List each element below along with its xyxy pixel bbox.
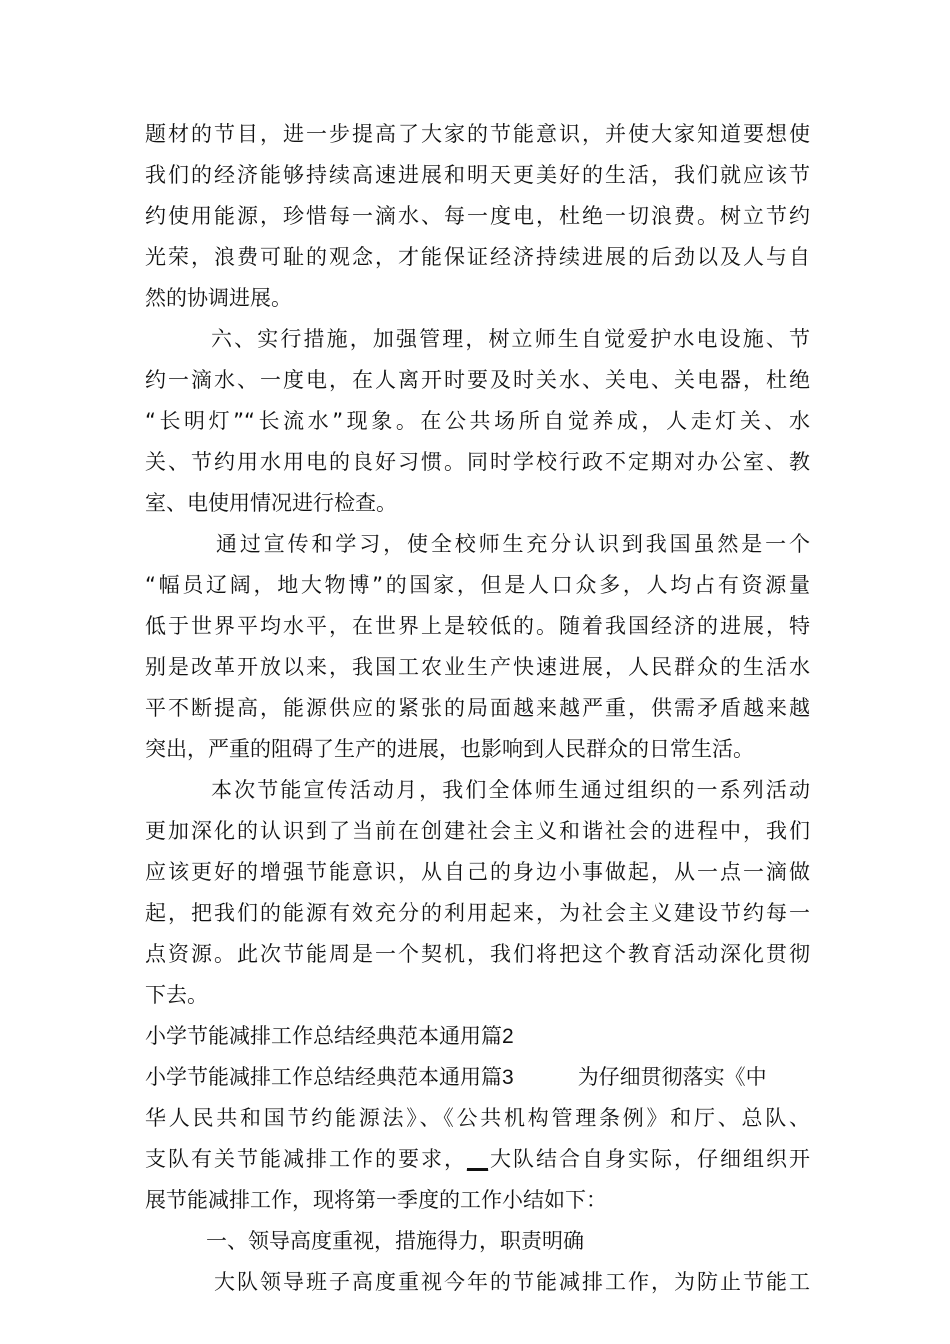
section-heading — [145, 1016, 810, 1056]
text-line: 六、实行措施，加强管理，树立师生自觉爱护水电设施、节 — [211, 327, 810, 351]
text-segment: 支队有关节能减排工作的要求， — [145, 1147, 467, 1171]
section-heading — [145, 1057, 810, 1097]
text-line: 平不断提高，能源供应的紧张的局面越来越严重，供需矛盾越来越 — [145, 696, 810, 720]
heading-text: 小学节能减排工作总结经典范本通用篇 — [145, 1065, 502, 1089]
text-line: 起，把我们的能源有效充分的利用起来，为社会主义建设节约每一 — [145, 901, 810, 925]
text-line: 关、节约用水用电的良好习惯。同时学校行政不定期对办公室、教 — [145, 450, 810, 474]
text-line: 别是改革开放以来，我国工农业生产快速进展，人民群众的生活水 — [145, 655, 810, 679]
text-line: 题材的节目，进一步提高了大家的节能意识，并使大家知道要想使 — [145, 122, 810, 146]
text-line: 约一滴水、一度电，在人离开时要及时关水、关电、关电器，杜绝 — [145, 368, 810, 392]
text-line: 应该更好的增强节能意识，从自己的身边小事做起，从一点一滴做 — [145, 860, 810, 884]
text-line: 然的协调进展。 — [145, 286, 292, 310]
text-line: 突出，严重的阻碍了生产的进展，也影响到人民群众的日常生活。 — [145, 737, 754, 761]
text-line: 大队领导班子高度重视今年的节能减排工作，为防止节能工 — [214, 1270, 810, 1294]
text-line: 本次节能宣传活动月，我们全体师生通过组织的一系列活动 — [211, 778, 810, 802]
heading-number: 3 — [502, 1066, 514, 1089]
blank-underline: __ — [467, 1147, 488, 1171]
text-line: 下去。 — [145, 983, 208, 1007]
text-line: 我们的经济能够持续高速进展和明天更美好的生活，我们就应该节 — [145, 163, 810, 187]
text-segment: 大队结合自身实际，仔细组织开 — [488, 1147, 810, 1171]
text-line: “长明灯”“长流水”现象。在公共场所自觉养成，人走灯关、水 — [145, 409, 810, 433]
heading-continuation: 为仔细贯彻落实《中 — [577, 1065, 767, 1089]
text-line: 点资源。此次节能周是一个契机，我们将把这个教育活动深化贯彻 — [145, 942, 810, 966]
text-line: 通过宣传和学习，使全校师生充分认识到我国虽然是一个 — [216, 532, 810, 556]
text-line: 约使用能源，珍惜每一滴水、每一度电，杜绝一切浪费。树立节约 — [145, 204, 810, 228]
heading-number: 2 — [502, 1025, 514, 1048]
text-line: 室、电使用情况进行检查。 — [145, 491, 397, 515]
heading-text: 小学节能减排工作总结经典范本通用篇 — [145, 1024, 502, 1048]
subsection-title: 一、领导高度重视，措施得力，职责明确 — [206, 1229, 584, 1253]
text-line: “幅员辽阔，地大物博”的国家，但是人口众多，人均占有资源量 — [145, 573, 810, 597]
text-line: 华人民共和国节约能源法》、《公共机构管理条例》和厅、总队、 — [145, 1106, 810, 1130]
text-line: 低于世界平均水平，在世界上是较低的。随着我国经济的进展，特 — [145, 614, 810, 638]
text-line: 展节能减排工作，现将第一季度的工作小结如下： — [145, 1188, 607, 1212]
text-line: 光荣，浪费可耻的观念，才能保证经济持续进展的后劲以及人与自 — [145, 245, 810, 269]
text-line: 更加深化的认识到了当前在创建社会主义和谐社会的进程中，我们 — [145, 819, 810, 843]
text-line — [145, 1139, 810, 1179]
